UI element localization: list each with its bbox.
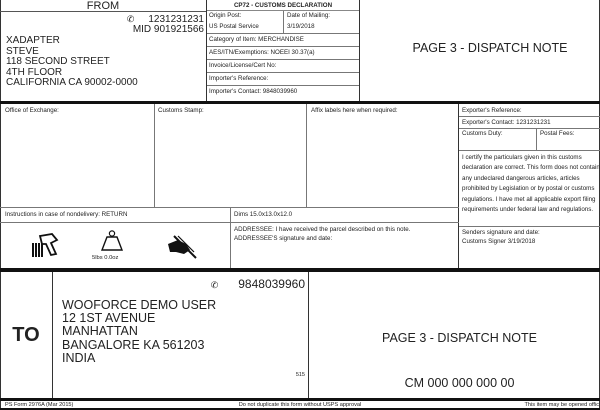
to-address (62, 299, 302, 365)
addressee-received: ADDRESSEE: I have received the parcel described on this note. (234, 226, 411, 233)
postal-fees: Postal Fees: (540, 130, 575, 137)
aes-itn-exemptions: AES/ITN/Exemptions: NOEEI 30.37(a) (209, 49, 315, 56)
invoice-license-cert: Invoice/License/Cert No: (209, 62, 277, 69)
senders-signature-value: Customs Signer 3/19/2018 (462, 238, 536, 245)
customs-stamp: Customs Stamp: (158, 107, 204, 114)
importers-contact: Importer's Contact: 9848039960 (209, 88, 298, 95)
nondelivery-instructions: Instructions in case of nondelivery: RETURN (5, 211, 128, 218)
footer-opened: This item may be opened offic (524, 402, 599, 408)
addressee-signature: ADDRESSEE'S signature and date: (234, 235, 333, 242)
category-of-item: Category of Item: MERCHANDISE (209, 36, 304, 43)
page-title-bottom: PAGE 3 - DISPATCH NOTE (382, 331, 537, 345)
tracking-number: CM 000 000 000 00 (404, 376, 515, 390)
dimensions: Dims 15.0x13.0x12.0 (234, 211, 293, 218)
from-mid: MID 901921566 (132, 24, 204, 35)
office-of-exchange: Office of Exchange: (5, 107, 59, 114)
from-address-line: CALIFORNIA CA 90002-0000 (6, 77, 138, 88)
to-address-line: WOOFORCE DEMO USER (62, 298, 217, 312)
importers-reference: Importer's Reference: (209, 75, 269, 82)
certification-text: I certify the particulars given in this customs declaration are correct. This form does not contain any undeclared dangerous articles, articles prohibited by Legislation or by postal or customs regulations. I have met all applicable export filing requirements under federal law and regulations. (462, 154, 600, 214)
scanner-icon (30, 232, 62, 260)
date-of-mailing-label: Date of Mailing: (287, 12, 330, 19)
footer-notice: Do not duplicate this form without USPS approval (238, 402, 362, 408)
weight-icon (100, 230, 124, 252)
exporters-reference: Exporter's Reference: (462, 107, 522, 114)
affix-labels: Affix labels here when required: (311, 107, 398, 114)
exporters-contact: Exporter's Contact: 1231231231 (462, 119, 551, 126)
to-address-line: INDIA (62, 350, 96, 365)
from-phone: 1231231231 (148, 14, 204, 25)
to-code: 515 (295, 372, 305, 378)
to-address-line: MANHATTAN (62, 324, 138, 339)
customs-duty: Customs Duty: (462, 130, 503, 137)
to-address-line: BANGALORE KA 561203 (62, 337, 205, 352)
weight-value: 5lbs 0.0oz (92, 255, 119, 261)
to-label: TO (12, 324, 40, 346)
origin-post-label: Origin Post: (209, 12, 242, 19)
from-address-line: 118 SECOND STREET (6, 56, 110, 67)
phone-icon: ✆ (126, 14, 135, 24)
senders-signature-label: Senders signature and date: (462, 229, 540, 236)
to-phone-row (160, 277, 305, 292)
page-title-top: PAGE 3 - DISPATCH NOTE (412, 41, 568, 55)
from-address-line: XADAPTER (6, 35, 60, 46)
date-of-mailing-value: 3/19/2018 (287, 23, 315, 30)
from-address-line: 4TH FLOOR (6, 66, 63, 78)
phone-icon: ✆ (210, 280, 219, 290)
to-phone: 9848039960 (238, 277, 305, 291)
from-header: FROM (0, 0, 206, 12)
customs-title: CP72 - CUSTOMS DECLARATION (207, 0, 359, 11)
footer-form-id: PS Form 2976A (Mar 2015) (5, 402, 74, 408)
from-address-line: STEVE (6, 45, 39, 57)
signing-hand-icon (166, 234, 198, 260)
from-address (6, 36, 204, 89)
to-address-line: 12 1ST AVENUE (62, 311, 156, 326)
origin-post-value: US Postal Service (209, 23, 259, 30)
